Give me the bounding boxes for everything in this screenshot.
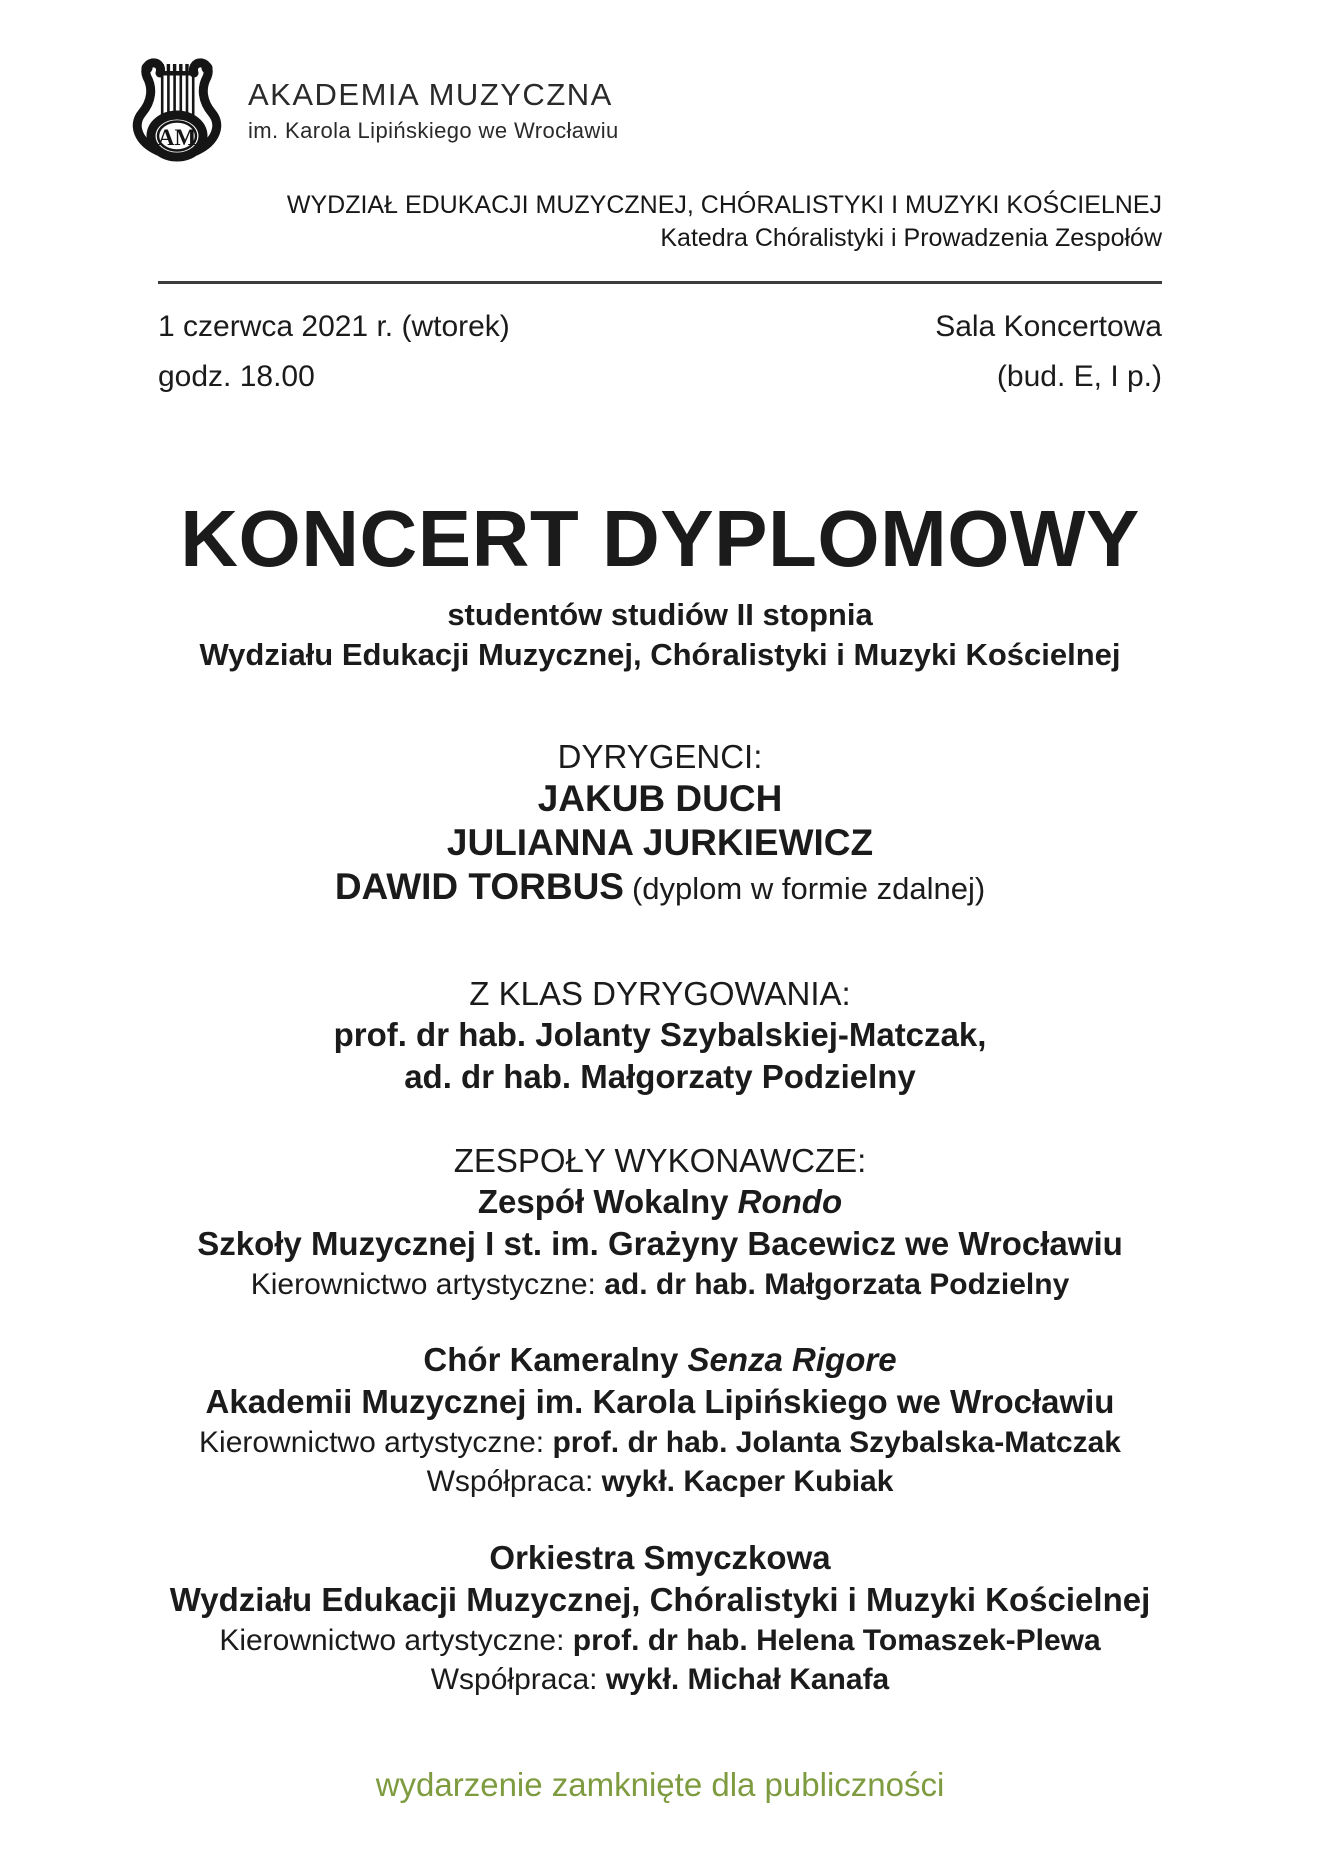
ensemble-name-prefix: Zespół Wokalny bbox=[477, 1183, 738, 1220]
conductor-name: JULIANNA JURKIEWICZ bbox=[446, 822, 874, 863]
ensemble-name-prefix: Chór Kameralny bbox=[423, 1341, 688, 1378]
page-title: KONCERT DYPLOMOWY bbox=[180, 494, 1140, 583]
credit-value: ad. dr hab. Małgorzata Podzielny bbox=[604, 1268, 1070, 1301]
lyre-monogram: AM bbox=[157, 125, 197, 150]
conductor-note: (dyplom w formie zdalnej) bbox=[631, 871, 986, 906]
conductor-name bbox=[158, 865, 1162, 911]
title-block bbox=[158, 494, 1162, 675]
credit-label: Kierownictwo artystyczne: bbox=[219, 1624, 573, 1657]
credit-value: wykł. Kacper Kubiak bbox=[601, 1465, 894, 1498]
venue-name: Sala Koncertowa bbox=[935, 310, 1162, 343]
ensemble-affiliation: Wydziału Edukacji Muzycznej, Chóralistyki i Muzyki Kościelnej bbox=[169, 1581, 1151, 1618]
ensemble-group bbox=[158, 1181, 1162, 1304]
conductors-heading: DYRYGENCI: bbox=[557, 738, 763, 775]
ensemble-name-italic: Rondo bbox=[737, 1183, 843, 1220]
org-name: AKADEMIA MUZYCZNA bbox=[248, 77, 613, 112]
department-line1: WYDZIAŁ EDUKACJI MUZYCZNEJ, CHÓRALISTYKI I MUZYKI KOŚCIELNEJ bbox=[286, 191, 1162, 219]
lyre-icon bbox=[122, 55, 232, 165]
classes-line2: ad. dr hab. Małgorzaty Podzielny bbox=[404, 1058, 916, 1095]
classes-section bbox=[158, 973, 1162, 1098]
credit-label: Kierownictwo artystyczne: bbox=[250, 1268, 605, 1301]
conductor-name-text: DAWID TORBUS bbox=[334, 866, 624, 907]
ensemble-name bbox=[158, 1181, 1162, 1223]
ensemble-credit bbox=[158, 1462, 1162, 1501]
event-date: 1 czerwca 2021 r. (wtorek) bbox=[158, 310, 510, 343]
credit-value: wykł. Michał Kanafa bbox=[605, 1663, 890, 1696]
event-time: godz. 18.00 bbox=[158, 360, 315, 393]
title-subtitle-1: studentów studiów II stopnia bbox=[447, 597, 873, 632]
ensemble-group bbox=[158, 1537, 1162, 1699]
event-datetime bbox=[158, 302, 510, 402]
credit-label: Współpraca: bbox=[430, 1663, 606, 1696]
ensemble-credit bbox=[158, 1265, 1162, 1304]
ensemble-name bbox=[158, 1537, 1162, 1579]
venue-detail: (bud. E, I p.) bbox=[996, 360, 1162, 393]
conductors-section bbox=[158, 736, 1162, 911]
credit-value: prof. dr hab. Jolanta Szybalska-Matczak bbox=[552, 1426, 1121, 1459]
ensemble-affiliation: Szkoły Muzycznej I st. im. Grażyny Bacewicz we Wrocławiu bbox=[197, 1225, 1123, 1262]
org-subtitle: im. Karola Lipińskiego we Wrocławiu bbox=[248, 118, 619, 143]
ensemble-credit bbox=[158, 1621, 1162, 1660]
brand-header bbox=[122, 55, 1162, 165]
credit-label: Kierownictwo artystyczne: bbox=[199, 1426, 553, 1459]
ensemble-credit bbox=[158, 1660, 1162, 1699]
ensemble-affiliation: Akademii Muzycznej im. Karola Lipińskiego we Wrocławiu bbox=[205, 1383, 1115, 1420]
ensembles-heading: ZESPOŁY WYKONAWCZE: bbox=[453, 1142, 867, 1179]
ensembles-section bbox=[158, 1140, 1162, 1699]
closed-event-notice: wydarzenie zamknięte dla publiczności bbox=[375, 1766, 945, 1803]
department-line2: Katedra Chóralistyki i Prowadzenia Zespołów bbox=[660, 224, 1162, 252]
credit-label: Współpraca: bbox=[426, 1465, 602, 1498]
credit-value: prof. dr hab. Helena Tomaszek-Plewa bbox=[572, 1624, 1101, 1657]
classes-line1: prof. dr hab. Jolanty Szybalskiej-Matczak, bbox=[333, 1016, 987, 1053]
ensemble-name bbox=[158, 1339, 1162, 1381]
classes-heading: Z KLAS DYRYGOWANIA: bbox=[469, 975, 851, 1012]
ensemble-credit bbox=[158, 1423, 1162, 1462]
ensemble-name-italic: Senza Rigore bbox=[687, 1341, 897, 1378]
ensemble-name-prefix: Orkiestra Smyczkowa bbox=[489, 1539, 831, 1576]
title-subtitle-2: Wydziału Edukacji Muzycznej, Chóralistyki i Muzyki Kościelnej bbox=[199, 637, 1121, 672]
conductor-name: JAKUB DUCH bbox=[537, 778, 783, 819]
divider-rule bbox=[158, 281, 1162, 284]
department-header bbox=[158, 189, 1162, 255]
event-info bbox=[158, 302, 1162, 402]
ensemble-group bbox=[158, 1339, 1162, 1501]
brand-text bbox=[248, 55, 619, 144]
event-venue bbox=[935, 302, 1162, 402]
